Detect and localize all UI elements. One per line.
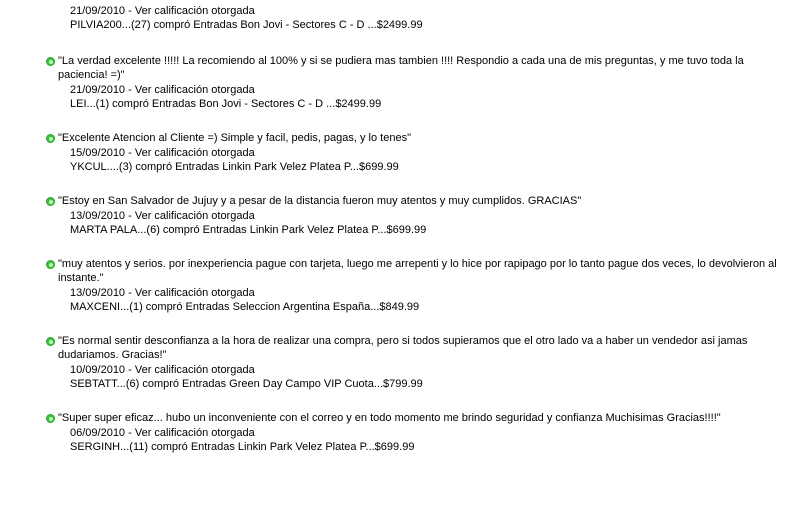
- feedback-list: [0, 4, 800, 454]
- feedback-meta: [70, 83, 788, 111]
- view-rating-link[interactable]: Ver calificación otorgada: [134, 210, 255, 222]
- positive-rating-icon: [46, 337, 55, 346]
- feedback-date-line: [70, 426, 788, 440]
- feedback-buyer: LEI...(1) compró Entradas Bon Jovi - Sectores C - D ...$2499.99: [70, 98, 382, 110]
- list-item: [0, 411, 800, 454]
- positive-rating-icon: [46, 197, 55, 206]
- feedback-date-line: [70, 209, 788, 223]
- feedback-buyer: YKCUL....(3) compró Entradas Linkin Park Velez Platea P...$699.99: [70, 161, 399, 173]
- view-rating-link[interactable]: Ver calificación otorgada: [134, 84, 255, 96]
- positive-rating-icon: [46, 414, 55, 423]
- positive-rating-icon: [46, 134, 55, 143]
- feedback-buyer: PILVIA200...(27) compró Entradas Bon Jovi - Sectores C - D ...$2499.99: [70, 19, 423, 31]
- feedback-meta: [70, 363, 788, 391]
- view-rating-link[interactable]: Ver calificación otorgada: [134, 364, 255, 376]
- feedback-buyer: MARTA PALA...(6) compró Entradas Linkin Park Velez Platea P...$699.99: [70, 224, 427, 236]
- view-rating-link[interactable]: Ver calificación otorgada: [134, 147, 255, 159]
- feedback-date: 06/09/2010: [70, 427, 126, 439]
- feedback-comment: "Es normal sentir desconfianza a la hora de realizar una compra, pero si todos supieramos que el otro lado va a haber un vendedor asi jamas dudariamos. Gracias!": [58, 335, 748, 361]
- feedback-date: 13/09/2010: [70, 287, 126, 299]
- positive-rating-icon: [46, 57, 55, 66]
- feedback-separator: -: [125, 84, 135, 96]
- feedback-separator: -: [125, 287, 135, 299]
- feedback-separator: -: [125, 427, 135, 439]
- feedback-date-line: [70, 286, 788, 300]
- feedback-date: 10/09/2010: [70, 364, 126, 376]
- feedback-comment: "La verdad excelente !!!!! La recomiendo al 100% y si se pudiera mas tambien !!!! Respondio a cada una de mis preguntas, y me tuvo toda la paciencia! =)": [58, 55, 744, 81]
- feedback-date-line: [70, 4, 788, 18]
- feedback-buyer: SEBTATT...(6) compró Entradas Green Day Campo VIP Cuota...$799.99: [70, 378, 423, 390]
- feedback-comment: "Super super eficaz... hubo un inconveniente con el correo y en todo momento me brindo seguridad y confianza Muchisimas Gracias!!!!": [58, 412, 721, 424]
- feedback-date-line: [70, 363, 788, 377]
- list-item: [0, 257, 800, 314]
- view-rating-link[interactable]: Ver calificación otorgada: [134, 287, 255, 299]
- feedback-date: 21/09/2010: [70, 84, 126, 96]
- feedback-separator: -: [125, 210, 135, 222]
- feedback-separator: -: [125, 364, 135, 376]
- feedback-date: 15/09/2010: [70, 147, 126, 159]
- feedback-separator: -: [125, 5, 135, 17]
- feedback-meta: [70, 146, 788, 174]
- feedback-buyer: SERGINH...(11) compró Entradas Linkin Park Velez Platea P...$699.99: [70, 441, 415, 453]
- view-rating-link[interactable]: Ver calificación otorgada: [134, 427, 255, 439]
- feedback-date-line: [70, 146, 788, 160]
- list-item: [0, 4, 800, 32]
- list-item: [0, 54, 800, 111]
- feedback-meta: [70, 4, 788, 32]
- feedback-comment: "Estoy en San Salvador de Jujuy y a pesar de la distancia fueron muy atentos y muy cumplidos. GRACIAS": [58, 195, 582, 207]
- feedback-date: 21/09/2010: [70, 5, 126, 17]
- list-item: [0, 194, 800, 237]
- list-item: [0, 131, 800, 174]
- view-rating-link[interactable]: Ver calificación otorgada: [134, 5, 255, 17]
- feedback-buyer: MAXCENI...(1) compró Entradas Seleccion Argentina España...$849.99: [70, 301, 420, 313]
- feedback-comment: "muy atentos y serios. por inexperiencia pague con tarjeta, luego me arrepenti y lo hice por rapipago por lo tanto pague dos veces, lo devolvieron al instante.": [58, 258, 777, 284]
- feedback-comment: "Excelente Atencion al Cliente =) Simple y facil, pedis, pagas, y lo tenes": [58, 132, 411, 144]
- feedback-separator: -: [125, 147, 135, 159]
- positive-rating-icon: [46, 260, 55, 269]
- feedback-date: 13/09/2010: [70, 210, 126, 222]
- feedback-meta: [70, 209, 788, 237]
- feedback-meta: [70, 426, 788, 454]
- feedback-date-line: [70, 83, 788, 97]
- feedback-meta: [70, 286, 788, 314]
- list-item: [0, 334, 800, 391]
